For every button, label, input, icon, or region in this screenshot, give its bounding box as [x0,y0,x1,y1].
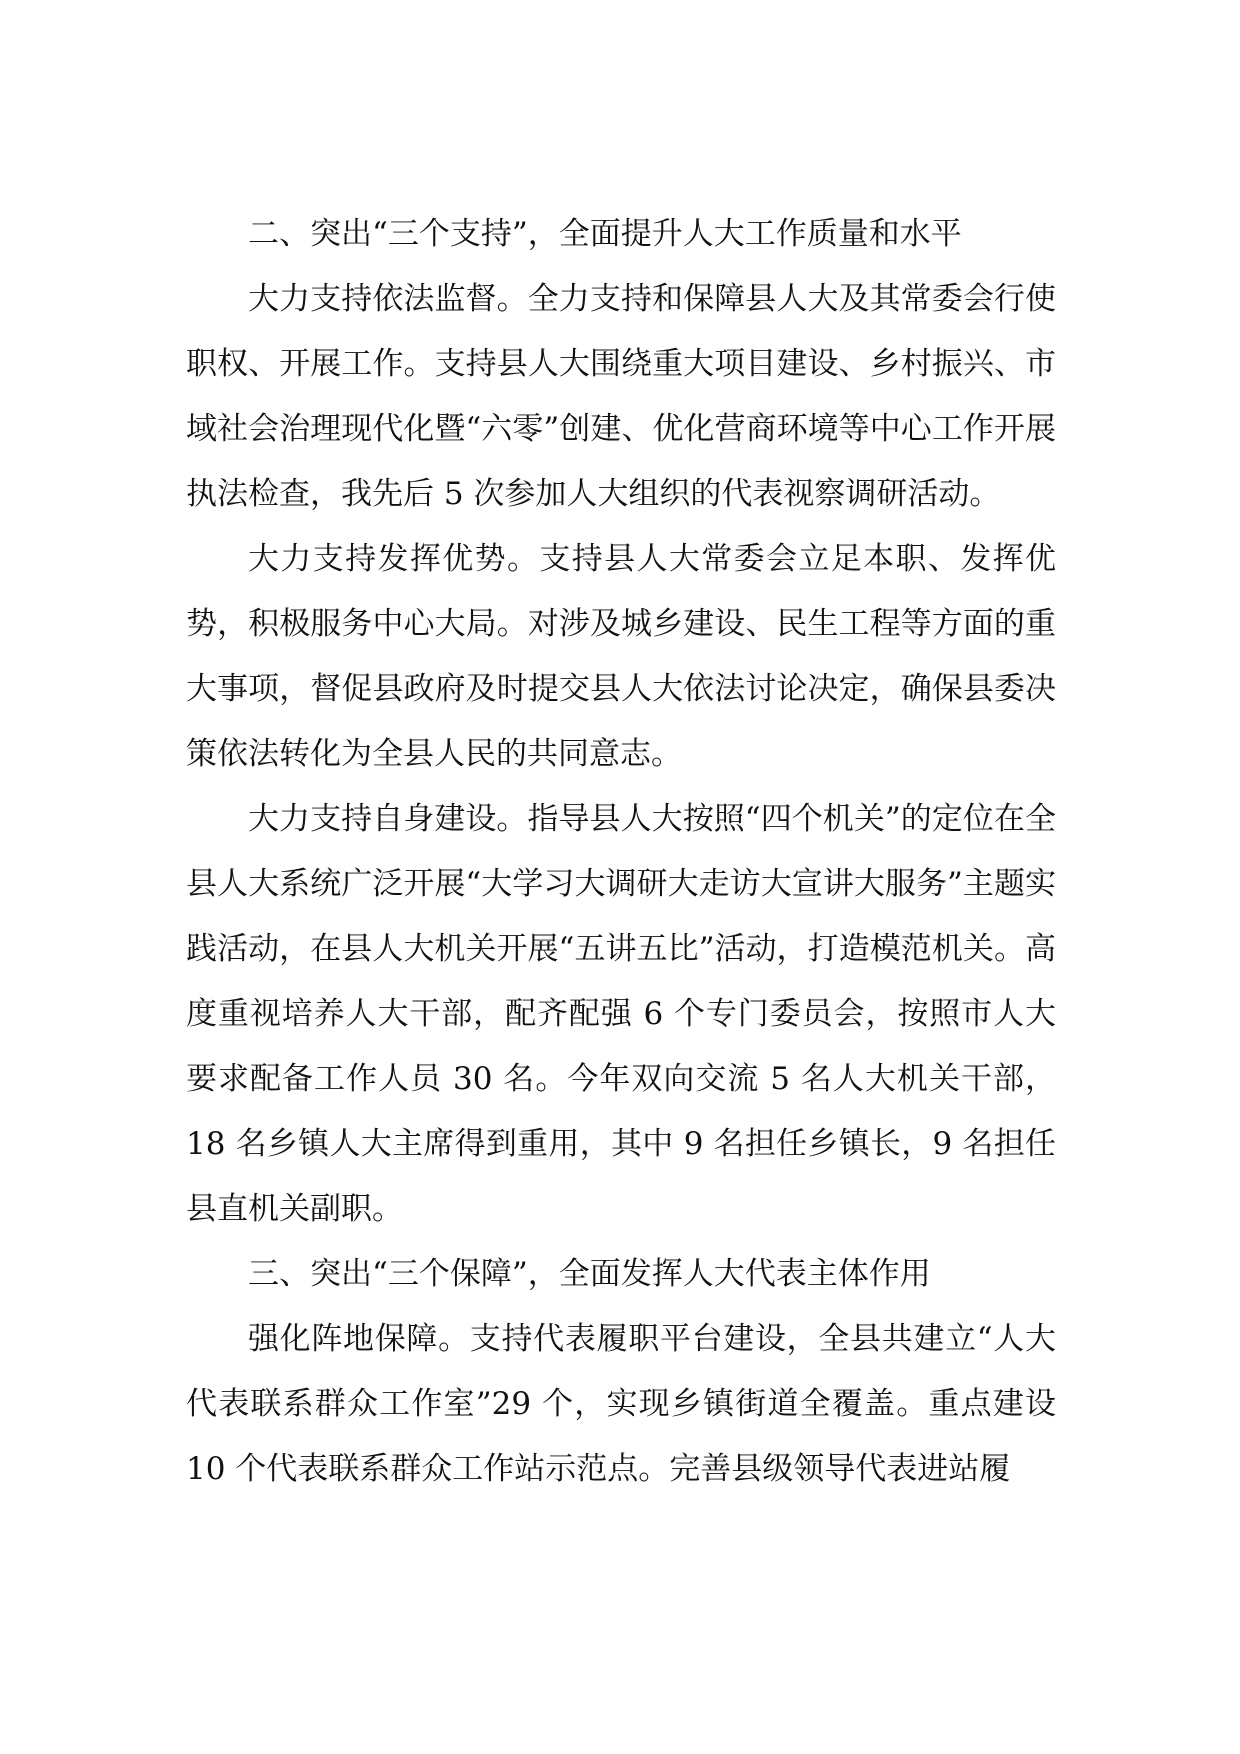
paragraph-support-self-building: 大力支持自身建设。指导县人大按照“四个机关”的定位在全县人大系统广泛开展“大学习大调研大走访大宣讲大服务”主题实践活动，在县人大机关开展“五讲五比”活动，打造模范机关。高度重视培养人大干部，配齐配强 6 个专门委员会，按照市人大要求配备工作人员 30 名。今年双向交流 5 名人大机关干部，18 名乡镇人大主席得到重用，其中 9 名担任乡镇长，9 名担任县直机关副职。 [186,801,1056,1227]
paragraph-support-advantages: 大力支持发挥优势。支持县人大常委会立足本职、发挥优势，积极服务中心大局。对涉及城乡建设、民生工程等方面的重大事项，督促县政府及时提交县人大依法讨论决定，确保县委决策依法转化为全县人民的共同意志。 [186,541,1056,772]
section-heading-two: 二、突出“三个支持”，全面提升人大工作质量和水平 [248,216,962,252]
section-heading-three: 三、突出“三个保障”，全面发挥人大代表主体作用 [248,1256,931,1292]
paragraph-support-supervision: 大力支持依法监督。全力支持和保障县人大及其常委会行使职权、开展工作。支持县人大围绕重大项目建设、乡村振兴、市域社会治理现代化暨“六零”创建、优化营商环境等中心工作开展执法检查，我先后 5 次参加人大组织的代表视察调研活动。 [186,281,1056,512]
document-body [186,202,1056,1502]
paragraph-position-guarantee: 强化阵地保障。支持代表履职平台建设，全县共建立“人大代表联系群众工作室”29 个，实现乡镇街道全覆盖。重点建设 10 个代表联系群众工作站示范点。完善县级领导代表进站履 [186,1321,1056,1487]
